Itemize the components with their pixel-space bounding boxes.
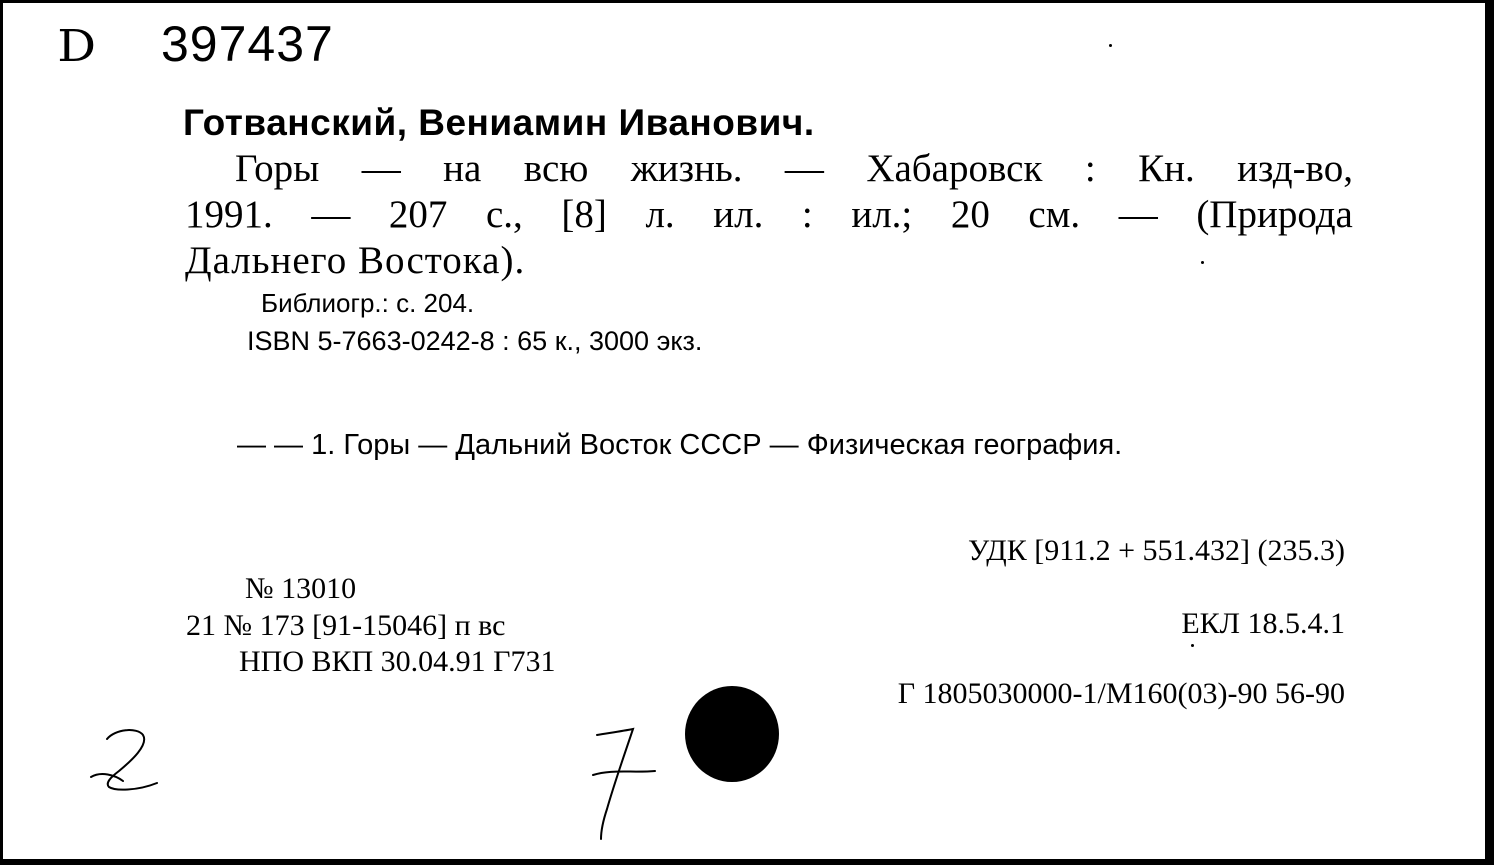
title-word: ил.; xyxy=(851,193,913,236)
printer-line: НПО ВКП 30.04.91 Г731 xyxy=(239,645,556,678)
ekl-classification: ЕКЛ 18.5.4.1 xyxy=(1181,607,1345,640)
title-word: Кн. xyxy=(1138,147,1195,190)
title-word: — xyxy=(361,147,401,190)
speck xyxy=(1191,644,1194,647)
title-word: 1991. xyxy=(185,193,273,236)
order-line: 21 № 173 [91-15046] п вс xyxy=(186,609,506,642)
title-word: Хабаровск xyxy=(866,147,1043,190)
catalog-number: 397437 xyxy=(161,16,334,72)
title-word: — xyxy=(784,147,824,190)
bibliography-note: Библиогр.: с. 204. xyxy=(261,288,475,318)
title-word: изд-во, xyxy=(1237,147,1353,190)
subject-heading: — — 1. Горы — Дальний Восток СССР — Физическая география. xyxy=(237,429,1123,461)
title-word: (Природа xyxy=(1196,193,1353,236)
udk-classification: УДК [911.2 + 551.432] (235.3) xyxy=(968,534,1345,567)
title-word: на xyxy=(443,147,482,190)
punch-hole xyxy=(685,686,779,782)
shelf-mark: D xyxy=(57,21,97,72)
handwritten-mark-7 xyxy=(589,723,669,843)
author-heading: Готванский, Вениамин Иванович. xyxy=(183,102,815,143)
title-word: 207 xyxy=(388,193,448,236)
title-word: [8] xyxy=(561,193,607,236)
isbn-line: ISBN 5-7663-0242-8 : 65 к., 3000 экз. xyxy=(247,326,703,356)
title-line-2 xyxy=(185,195,1353,234)
code-line: Г 1805030000-1/М160(03)-90 56-90 xyxy=(897,677,1345,710)
speck xyxy=(1201,261,1204,264)
title-word: Горы xyxy=(235,147,320,190)
handwritten-mark-2 xyxy=(85,725,169,797)
registration-number: № 13010 xyxy=(245,572,357,605)
title-word: — xyxy=(1118,193,1158,236)
title-word: см. xyxy=(1028,193,1081,236)
title-word: всю xyxy=(523,147,589,190)
title-word: ил. xyxy=(713,193,764,236)
speck xyxy=(1109,44,1112,47)
title-word: 20 xyxy=(950,193,990,236)
title-word: — xyxy=(311,193,351,236)
title-line-1 xyxy=(235,149,1353,188)
title-word: с., xyxy=(485,193,523,236)
title-line-3: Дальнего Востока). xyxy=(185,239,526,282)
title-word: жизнь. xyxy=(630,147,743,190)
title-word: л. xyxy=(645,193,675,236)
title-word: : xyxy=(801,193,813,236)
title-word: : xyxy=(1084,147,1096,190)
